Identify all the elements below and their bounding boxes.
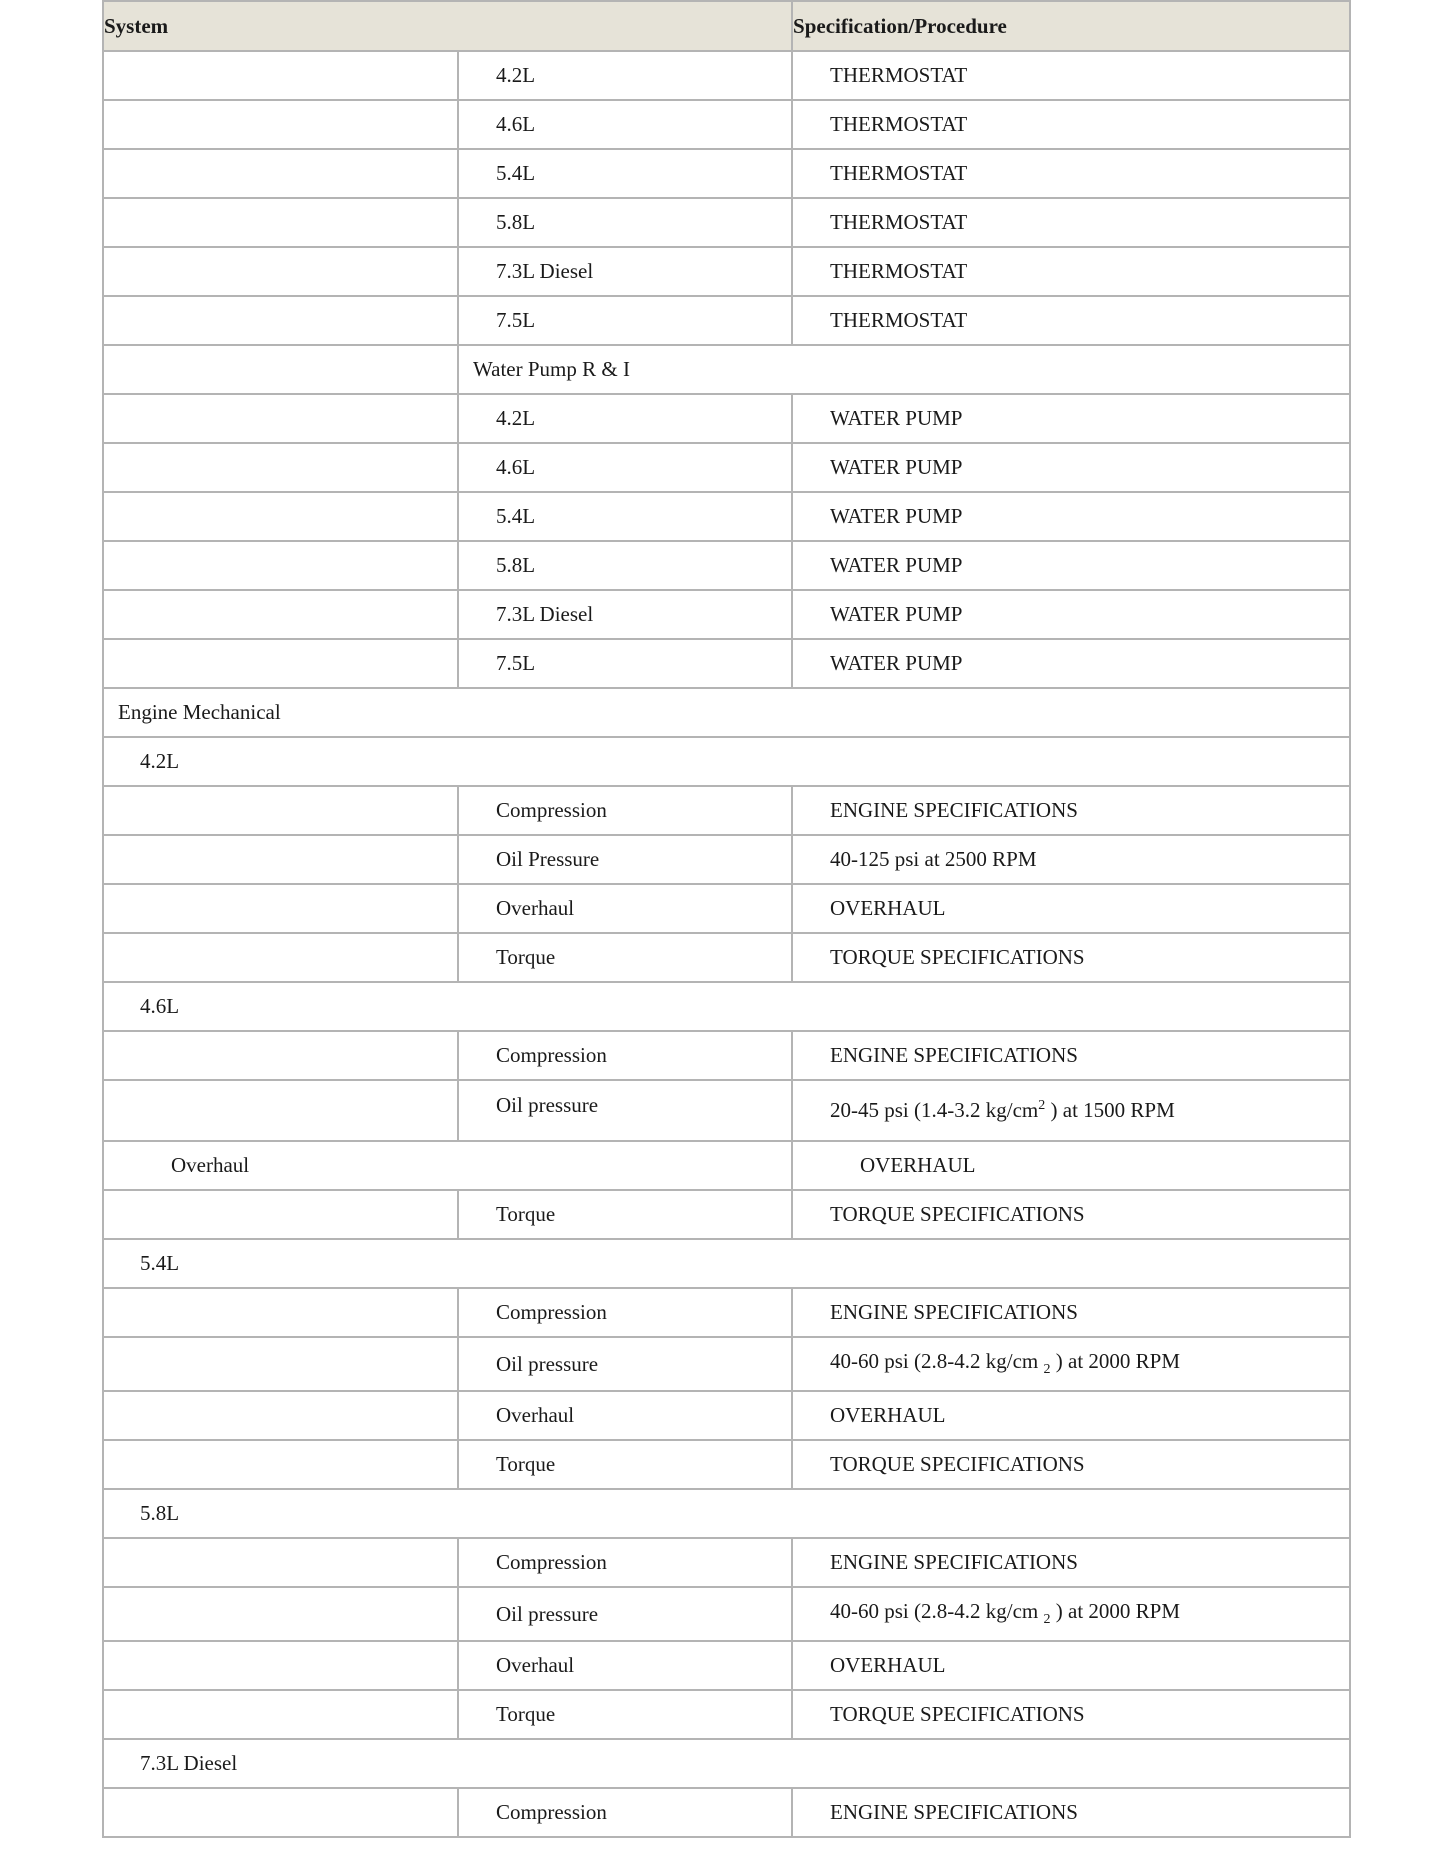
table-row xyxy=(103,933,1350,982)
spec-cell: THERMOSTAT xyxy=(792,100,1350,149)
spec-cell: TORQUE SPECIFICATIONS xyxy=(792,933,1350,982)
header-spec: Specification/Procedure xyxy=(792,1,1350,51)
table-row xyxy=(103,1690,1350,1739)
table-row xyxy=(103,296,1350,345)
engine-cell: 5.8L xyxy=(458,541,792,590)
spec-cell xyxy=(792,1080,1350,1141)
subsection-row xyxy=(103,1239,1350,1288)
spec-cell: WATER PUMP xyxy=(792,590,1350,639)
item-cell: Torque xyxy=(458,1190,792,1239)
table-row xyxy=(103,1190,1350,1239)
item-cell: Oil pressure xyxy=(458,1080,792,1141)
engine-cell: 5.4L xyxy=(458,149,792,198)
spec-text: 40-60 psi (2.8-4.2 kg/cm xyxy=(830,1349,1044,1374)
table-row xyxy=(103,51,1350,100)
subsection-title: 5.8L xyxy=(103,1489,1350,1538)
section-title: Engine Mechanical xyxy=(103,688,1350,737)
spec-text: ) at 1500 RPM xyxy=(1045,1098,1175,1122)
engine-cell: 4.6L xyxy=(458,443,792,492)
spec-cell: OVERHAUL xyxy=(792,1641,1350,1690)
spec-cell: THERMOSTAT xyxy=(792,51,1350,100)
spec-cell: WATER PUMP xyxy=(792,541,1350,590)
item-cell: Compression xyxy=(458,786,792,835)
spec-cell: WATER PUMP xyxy=(792,394,1350,443)
subsection-row xyxy=(103,737,1350,786)
spec-cell: ENGINE SPECIFICATIONS xyxy=(792,786,1350,835)
item-cell: Compression xyxy=(458,1788,792,1837)
table-row xyxy=(103,492,1350,541)
specification-table xyxy=(102,0,1351,1838)
item-cell: Overhaul xyxy=(458,1641,792,1690)
subsection-row xyxy=(103,982,1350,1031)
item-cell: Overhaul xyxy=(458,1391,792,1440)
item-cell: Overhaul xyxy=(103,1141,792,1190)
table-row xyxy=(103,1587,1350,1641)
item-cell: Compression xyxy=(458,1031,792,1080)
spec-text: 40-60 psi (2.8-4.2 kg/cm xyxy=(830,1599,1044,1624)
engine-cell: 4.6L xyxy=(458,100,792,149)
item-cell: Torque xyxy=(458,1440,792,1489)
table-header-row xyxy=(103,1,1350,51)
header-system: System xyxy=(103,1,792,51)
table-row xyxy=(103,1031,1350,1080)
item-cell: Compression xyxy=(458,1288,792,1337)
water-pump-title-row xyxy=(103,345,1350,394)
spec-cell: ENGINE SPECIFICATIONS xyxy=(792,1538,1350,1587)
spec-cell: OVERHAUL xyxy=(792,884,1350,933)
engine-cell: 7.3L Diesel xyxy=(458,590,792,639)
engine-cell: 5.4L xyxy=(458,492,792,541)
spec-cell xyxy=(792,1337,1350,1391)
spec-cell: THERMOSTAT xyxy=(792,247,1350,296)
table-row xyxy=(103,1337,1350,1391)
item-cell: Torque xyxy=(458,1690,792,1739)
item-cell: Compression xyxy=(458,1538,792,1587)
spec-cell: ENGINE SPECIFICATIONS xyxy=(792,1288,1350,1337)
engine-cell: 5.8L xyxy=(458,198,792,247)
spec-cell: THERMOSTAT xyxy=(792,296,1350,345)
subsection-title: 4.6L xyxy=(103,982,1350,1031)
table-row xyxy=(103,443,1350,492)
table-row xyxy=(103,1538,1350,1587)
table-row xyxy=(103,100,1350,149)
spec-cell: TORQUE SPECIFICATIONS xyxy=(792,1440,1350,1489)
table-row xyxy=(103,1141,1350,1190)
table-row xyxy=(103,835,1350,884)
subsection-title: 4.2L xyxy=(103,737,1350,786)
subsection-title: 5.4L xyxy=(103,1239,1350,1288)
spec-cell: THERMOSTAT xyxy=(792,149,1350,198)
water-pump-title: Water Pump R & I xyxy=(458,345,1350,394)
spec-cell: TORQUE SPECIFICATIONS xyxy=(792,1690,1350,1739)
spec-text: 20-45 psi (1.4-3.2 kg/cm xyxy=(830,1098,1039,1122)
table-row xyxy=(103,394,1350,443)
table-row xyxy=(103,1288,1350,1337)
subscript: 2 xyxy=(1043,1362,1051,1378)
table-row xyxy=(103,1641,1350,1690)
spec-cell: ENGINE SPECIFICATIONS xyxy=(792,1031,1350,1080)
table-row xyxy=(103,198,1350,247)
section-row xyxy=(103,688,1350,737)
engine-cell: 7.5L xyxy=(458,639,792,688)
table-row xyxy=(103,1788,1350,1837)
table-row xyxy=(103,247,1350,296)
engine-cell: 4.2L xyxy=(458,394,792,443)
item-cell: Oil Pressure xyxy=(458,835,792,884)
table-row xyxy=(103,1440,1350,1489)
table-row xyxy=(103,639,1350,688)
subsection-row xyxy=(103,1739,1350,1788)
item-cell: Oil pressure xyxy=(458,1587,792,1641)
table-row xyxy=(103,786,1350,835)
spec-text: ) at 2000 RPM xyxy=(1050,1349,1181,1374)
table-row xyxy=(103,590,1350,639)
subsection-title: 7.3L Diesel xyxy=(103,1739,1350,1788)
engine-cell: 4.2L xyxy=(458,51,792,100)
spec-cell: WATER PUMP xyxy=(792,492,1350,541)
spec-cell: WATER PUMP xyxy=(792,443,1350,492)
table-row xyxy=(103,884,1350,933)
spec-cell xyxy=(792,1587,1350,1641)
spec-cell: WATER PUMP xyxy=(792,639,1350,688)
subscript: 2 xyxy=(1043,1612,1051,1628)
table-row xyxy=(103,1391,1350,1440)
spec-cell: OVERHAUL xyxy=(792,1141,1350,1190)
engine-cell: 7.5L xyxy=(458,296,792,345)
spec-cell: TORQUE SPECIFICATIONS xyxy=(792,1190,1350,1239)
spec-cell: OVERHAUL xyxy=(792,1391,1350,1440)
table-row xyxy=(103,1080,1350,1141)
table-row xyxy=(103,149,1350,198)
spec-cell: 40-125 psi at 2500 RPM xyxy=(792,835,1350,884)
spec-cell: ENGINE SPECIFICATIONS xyxy=(792,1788,1350,1837)
engine-cell: 7.3L Diesel xyxy=(458,247,792,296)
subsection-row xyxy=(103,1489,1350,1538)
spec-text: ) at 2000 RPM xyxy=(1050,1599,1181,1624)
item-cell: Torque xyxy=(458,933,792,982)
item-cell: Oil pressure xyxy=(458,1337,792,1391)
table-row xyxy=(103,541,1350,590)
item-cell: Overhaul xyxy=(458,884,792,933)
spec-cell: THERMOSTAT xyxy=(792,198,1350,247)
superscript: 2 xyxy=(1038,1098,1046,1113)
